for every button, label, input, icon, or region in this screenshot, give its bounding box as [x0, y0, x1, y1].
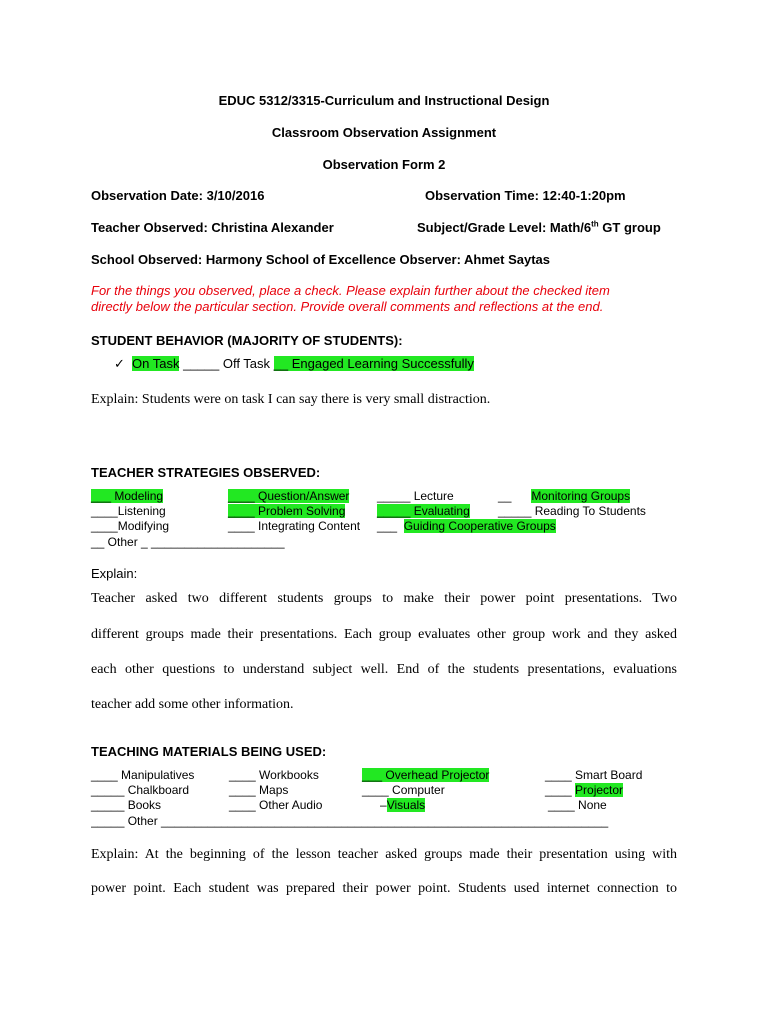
checkmark-icon: ✓ — [114, 356, 125, 371]
strategies-explain-line-3: each other questions to understand subject well. End of the students presentations, evaluations — [91, 662, 677, 677]
modeling-label: ___ Modeling — [91, 489, 164, 503]
strategy-reading-to-students: _____ Reading To Students — [498, 504, 646, 518]
material-chalkboard: _____ Chalkboard — [91, 783, 190, 797]
strategy-integrating-content: ____ Integrating Content — [228, 519, 361, 533]
subject-grade-group: GT group — [598, 220, 661, 235]
guiding-dash: __ — [383, 519, 398, 533]
monitoring-dash: _ — [504, 489, 515, 503]
student-behavior-heading: STUDENT BEHAVIOR (MAJORITY OF STUDENTS): — [91, 333, 403, 348]
overhead-projector-label: ___ Overhead Projector — [362, 768, 490, 782]
material-books: _____ Books — [91, 798, 162, 812]
materials-explain-line-2: power point. Each student was prepared their power point. Students used internet connection to — [91, 881, 677, 896]
guiding-prefix: _ — [377, 519, 384, 533]
strategy-lecture: _____ Lecture — [377, 489, 454, 503]
projector-prefix: ____ — [545, 783, 576, 797]
strategy-question-answer — [228, 489, 349, 503]
strategies-explain-line-4: teacher add some other information. — [91, 697, 294, 712]
strategies-explain-line-2: different groups made their presentations. Each group evaluates other group work and they asked — [91, 627, 677, 642]
observation-time: Observation Time: 12:40-1:20pm — [425, 188, 626, 203]
projector-label: Projector — [575, 783, 624, 797]
teacher-strategies-heading: TEACHER STRATEGIES OBSERVED: — [91, 465, 321, 480]
material-smart-board: ____ Smart Board — [545, 768, 643, 782]
strategies-explain-label: Explain: — [91, 566, 138, 581]
on-task-option: On Task — [132, 356, 180, 371]
material-overhead-projector — [362, 768, 489, 782]
material-other-audio: ____ Other Audio — [229, 798, 323, 812]
off-task-option: _____ Off Task — [179, 356, 274, 371]
monitoring-prefix: _ — [498, 489, 505, 503]
material-workbooks: ____ Workbooks — [229, 768, 319, 782]
strategy-evaluating — [377, 504, 470, 518]
material-computer: ____ Computer — [362, 783, 445, 797]
strategy-other: __ Other _ ____________________ — [91, 535, 285, 549]
engaged-learning-option: __ Engaged Learning Successfully — [273, 356, 474, 371]
teaching-materials-heading: TEACHING MATERIALS BEING USED: — [91, 744, 327, 759]
material-other: _____ Other ___________________________________________________________________ — [91, 814, 609, 828]
strategy-listening: ____Listening — [91, 504, 166, 518]
subject-grade-text: Subject/Grade Level: Math/6 — [417, 220, 592, 235]
visuals-label: Visuals — [386, 798, 426, 812]
strategies-explain-line-1: Teacher asked two different students groups to make their power point presentations. Two — [91, 591, 677, 606]
instructions-line-2: directly below the particular section. Provide overall comments and reflections at the end. — [91, 299, 604, 314]
material-none: ____ None — [548, 798, 607, 812]
strategy-problem-solving — [228, 504, 345, 518]
strategy-modifying: ____Modifying — [91, 519, 170, 533]
subject-grade-level — [417, 220, 661, 235]
guiding-label: Guiding Cooperative Groups — [403, 519, 556, 533]
materials-explain-line-1: Explain: At the beginning of the lesson teacher asked groups made their presentation using with — [91, 847, 677, 862]
question-answer-label: ____ Question/Answer — [228, 489, 350, 503]
course-title: EDUC 5312/3315-Curriculum and Instructional Design — [218, 93, 550, 108]
material-projector — [545, 783, 623, 797]
material-visuals — [380, 798, 425, 812]
problem-solving-label: ____ Problem Solving — [228, 504, 346, 518]
school-observed: School Observed: Harmony School of Excellence Observer: Ahmet Saytas — [91, 252, 551, 267]
strategy-monitoring-groups — [498, 489, 630, 503]
teacher-observed: Teacher Observed: Christina Alexander — [91, 220, 334, 235]
observation-date: Observation Date: 3/10/2016 — [91, 188, 265, 203]
student-behavior-options — [114, 356, 474, 372]
strategy-guiding-groups — [377, 519, 556, 533]
assignment-title: Classroom Observation Assignment — [271, 125, 497, 140]
evaluating-label: _____ Evaluating — [377, 504, 470, 518]
monitoring-label: Monitoring Groups — [531, 489, 631, 503]
subject-grade-sup: th — [591, 219, 599, 229]
material-maps: ____ Maps — [229, 783, 289, 797]
student-behavior-explain: Explain: Students were on task I can say there is very small distraction. — [91, 392, 491, 407]
material-manipulatives: ____ Manipulatives — [91, 768, 195, 782]
instructions-line-1: For the things you observed, place a check. Please explain further about the checked item — [91, 283, 610, 298]
strategy-modeling — [91, 489, 163, 503]
visuals-prefix: – — [380, 798, 387, 812]
form-title: Observation Form 2 — [322, 157, 446, 172]
